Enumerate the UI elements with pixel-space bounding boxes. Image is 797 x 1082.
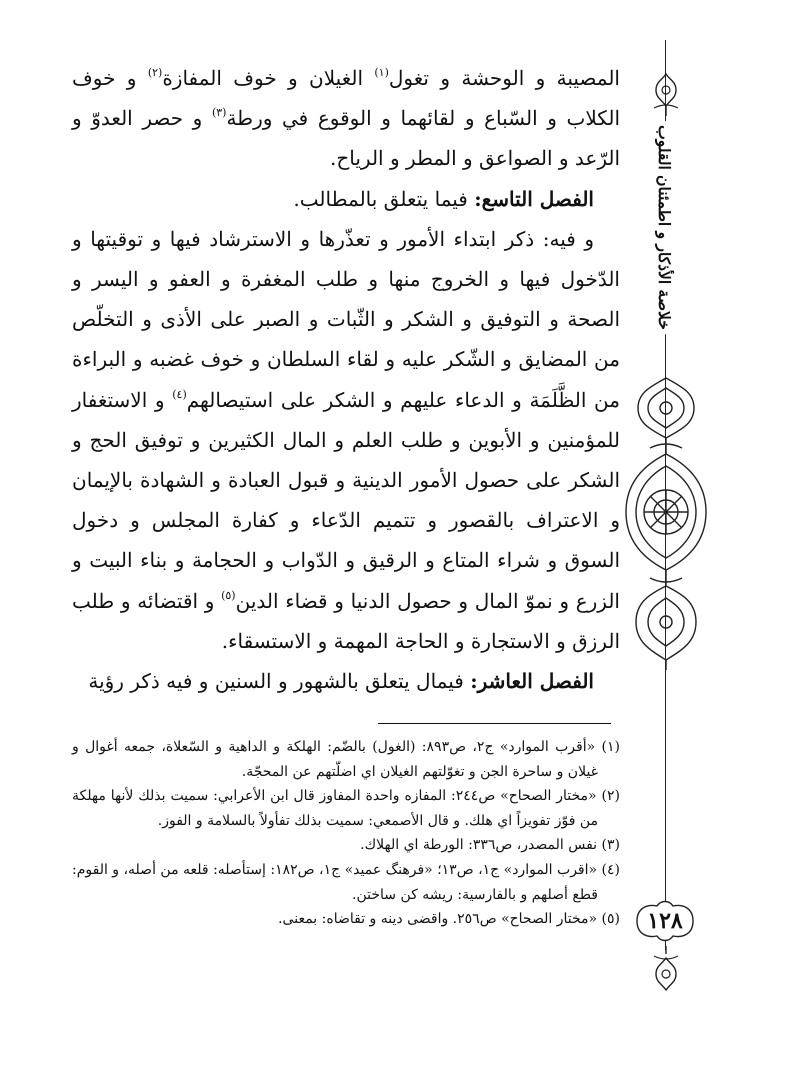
- footnote-3: [72, 833, 620, 858]
- footnote-separator: [378, 723, 611, 724]
- main-text: [72, 58, 620, 701]
- bottom-finial-ornament: [646, 946, 686, 994]
- central-ornament: [620, 372, 712, 672]
- footnote-ref-5: (٥): [221, 588, 236, 602]
- footnote-ref-1: (١): [374, 66, 389, 79]
- footnote-text: «اقرب الموارد» ج١، ص١٣؛ «فرهنگ عميد» ج١، ص١٨٢: إستأصله: قلعه من أصله، و القوم: قطع أصلهم و بالفارسية: ريشه كن ساختن.: [72, 861, 598, 903]
- top-finial-ornament: [646, 72, 686, 116]
- text-run: و فيه: ذكر ابتداء الأمور و تعذّرها و الاسترشاد فيها و توقيتها و الدّخول فيها و الخروج منها و طلب المغفرة و العفو و اليسر و الصحة و التوفيق و الشكر و الثّبات و الصبر على الأذى و التخلّص من المضايق و الشّكر عليه و لقاء السلطان و خوف غضبه و البراءة من الظَّلَمَة و الدعاء عليهم و الشكر على استيصالهم: [72, 226, 620, 412]
- footnote-5: [72, 907, 620, 932]
- text-run: و خوف الكلاب و السّباع و لقائهما و الوقوع في ورطة: [72, 66, 620, 131]
- footnote-number: (٥): [601, 911, 620, 928]
- paragraph-2: [72, 219, 620, 661]
- footnote-4: [72, 858, 620, 907]
- footnote-number: (٣): [601, 837, 620, 854]
- footnote-ref-2: (٢): [147, 66, 163, 79]
- section-9-heading: [72, 179, 620, 219]
- footnote-text: «مختار الصحاح» ص٢٥٦. واقضى دينه و تقاضاه: بمعنى.: [278, 911, 598, 928]
- text-run: و الاستغفار للمؤمنين و الأبوين و طلب العلم و المال الكثيرين و توفيق الحج و الشكر على حصول الأمور الدينية و قبول العبادة و الشهادة بالإيمان و الاعتراف بالقصور و تتميم الدّعاء و كفارة المجلس و دخول السوق و شراء المتاع و الرقيق و الدّواب و الحجامة و بناء البيت و الزرع و نموّ المال و حصول الدنيا و قضاء الدين: [72, 387, 620, 613]
- footnote-number: (١): [601, 739, 621, 755]
- section-9-subject: فيما يتعلق بالمطالب.: [293, 186, 475, 211]
- footnote-text: «أقرب الموارد» ج٢، ص٨٩٣: (الغول) بالضّم: الهلكة و الداهية و السّعلاة، جمعه أغوال و غيلان و ساحرة الجن و تغوّلتهم الغيلان اي اضلّتهم عن المحجّة.: [72, 739, 598, 780]
- text-run: الغيلان و خوف المفازة: [162, 66, 375, 90]
- text-run: المصيبة و الوحشة و تغول: [388, 66, 620, 90]
- footnote-ref-4: (٤): [172, 387, 187, 401]
- footnote-number: (٤): [601, 861, 621, 878]
- footnote-text: نفس المصدر، ص٣٣٦: الورطة اي الهلاك.: [360, 837, 598, 854]
- text-run: و اقتضائه و طلب الرزق و الاستجارة و الحاجة المهمة و الاستسقاء.: [72, 588, 620, 653]
- footnote-2: [72, 784, 620, 833]
- running-header-title: خلاصة الأذكار و اطمئنان القلوب: [655, 121, 674, 334]
- footnote-1: [72, 735, 620, 784]
- text-run: و حصر العدوّ و الرّعد و الصواعق و المطر و الرياح.: [72, 106, 620, 171]
- running-header: [639, 112, 689, 342]
- footnote-text: «مختار الصحاح» ص٢٤٤: المفازه واحدة المفاوز قال ابن الأعرابي: سميت بذلك لأنها مهلكة من فوّز تفويزاً اي هلك. و قال الأصمعي: سميت بذلك تفأولاً بالسلامة و الفوز.: [72, 788, 598, 829]
- footnote-ref-3: (٣): [211, 106, 227, 120]
- section-10-heading: [72, 661, 620, 701]
- footnotes: [72, 735, 620, 932]
- section-10-title: الفصل العاشر:: [470, 669, 594, 694]
- footnote-number: (٢): [601, 788, 620, 805]
- section-10-subject: فيمال يتعلق بالشهور و السنين و فيه ذكر رؤية: [88, 669, 471, 694]
- paragraph-1: [72, 58, 620, 179]
- page-number: ١٢٨: [647, 908, 683, 934]
- section-9-title: الفصل التاسع:: [474, 186, 594, 211]
